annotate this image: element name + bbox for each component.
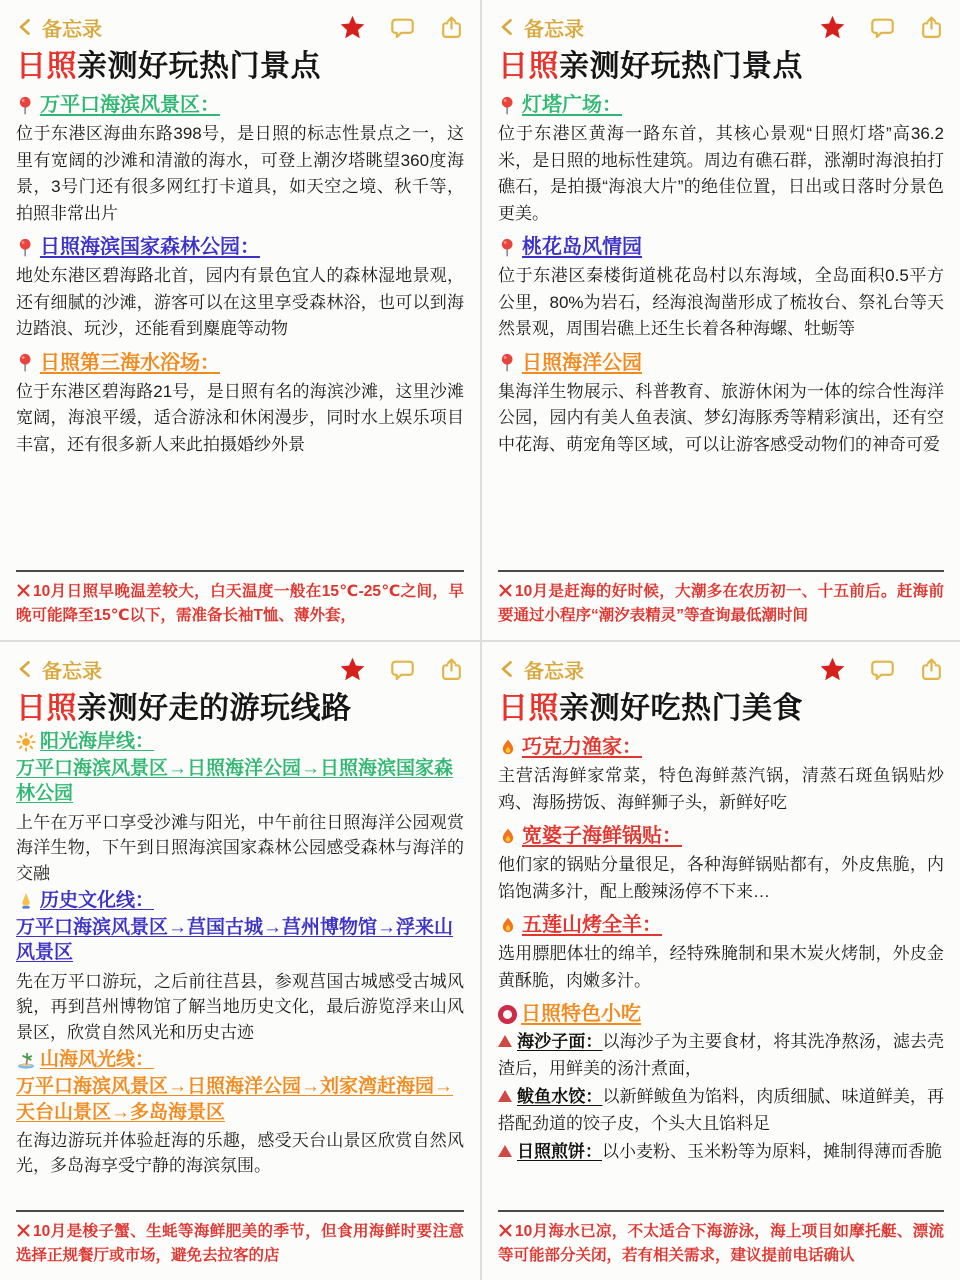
attraction-section bbox=[16, 93, 464, 227]
back-button[interactable] bbox=[498, 13, 584, 42]
pin-icon bbox=[16, 353, 36, 373]
section-body: 主营活海鲜家常菜，特色海鲜蒸汽锅，清蒸石斑鱼锅贴炒鸡、海肠捞饭、海鲜狮子头，新鲜好吃 bbox=[498, 766, 944, 812]
snack-text: 以新鲜鲅鱼为馅料，肉质细腻、味道鲜美，再搭配劲道的饺子皮，个头大且馅料足 bbox=[498, 1087, 945, 1133]
island-icon bbox=[16, 1050, 36, 1070]
section-body: 地处东港区碧海路北首，园内有景色宜人的森林湿地景观，还有细腻的沙滩，游客可以在这里享受森林浴，也可以到海边踏浪、玩沙，还能看到麋鹿等动物 bbox=[16, 266, 464, 339]
section-heading bbox=[498, 93, 944, 118]
snack-item bbox=[498, 1029, 944, 1082]
section-heading bbox=[498, 824, 944, 849]
section-body: 位于东港区碧海路21号，是日照有名的海滨沙滩，这里沙滩宽阔，海浪平缓，适合游泳和休闲漫步，同时水上娱乐项目丰富，还有很多新人来此拍摄婚纱外景 bbox=[16, 381, 464, 454]
divider bbox=[498, 1210, 944, 1212]
pin-icon bbox=[16, 238, 36, 258]
section-body: 位于东港区海曲东路398号，是日照的标志性景点之一，这里有宽阔的沙滩和清澈的海水，可登上潮汐塔眺望360度海景，3号门还有很多网红打卡道具，如天空之境、秋千等，拍照非常出片 bbox=[16, 124, 464, 223]
back-button[interactable] bbox=[16, 13, 102, 42]
note-panel-attractions-1 bbox=[0, 0, 480, 640]
restaurant-link[interactable]: 巧克力渔家： bbox=[522, 736, 642, 758]
attraction-link[interactable]: 日照第三海水浴场： bbox=[40, 351, 220, 374]
snack-text: 以小麦粉、玉米粉等为原料，摊制得薄而香脆 bbox=[602, 1142, 942, 1162]
triangle-icon bbox=[498, 1090, 512, 1102]
section-heading bbox=[16, 235, 464, 260]
snack-text: 以海沙子为主要食材，将其洗净熬汤，滤去壳渣后，用鲜美的汤汁煮面， bbox=[498, 1032, 945, 1078]
folded-hands-icon bbox=[16, 891, 36, 911]
fire-icon bbox=[498, 738, 518, 758]
section-heading bbox=[16, 730, 464, 754]
attraction-link[interactable]: 万平口海滨风景区： bbox=[40, 94, 220, 116]
attraction-link[interactable]: 桃花岛风情园 bbox=[522, 236, 642, 259]
route-section bbox=[16, 1048, 464, 1179]
warning-note bbox=[16, 570, 464, 628]
back-label: 备忘录 bbox=[42, 18, 102, 41]
share-icon[interactable] bbox=[439, 15, 464, 40]
warning-note bbox=[16, 1210, 464, 1268]
share-icon[interactable] bbox=[919, 15, 944, 40]
chevron-left-icon bbox=[16, 17, 36, 37]
restaurant-link[interactable]: 宽婆子海鲜锅贴： bbox=[522, 825, 682, 848]
section-body: 集海洋生物展示、科普教育、旅游休闲为一体的综合性海洋公园，园内有美人鱼表演、梦幻海豚秀等精彩演出，还有空中花海、萌宠角等区域，可以让游客感受动物们的神奇可爱 bbox=[498, 381, 944, 454]
page-title: 日照亲测好玩热门景点 bbox=[16, 50, 321, 83]
notes-nav-bar bbox=[16, 12, 464, 42]
pin-icon bbox=[16, 96, 36, 116]
attraction-section bbox=[16, 235, 464, 343]
divider bbox=[16, 1210, 464, 1212]
attraction-section bbox=[498, 351, 944, 459]
triangle-icon bbox=[498, 1145, 512, 1157]
snack-label: 鲅鱼水饺： bbox=[517, 1087, 603, 1107]
snacks-link[interactable]: 日照特色小吃 bbox=[521, 1003, 641, 1026]
route-section bbox=[16, 889, 464, 1045]
section-body: 位于东港区秦楼街道桃花岛村以东海域，全岛面积0.5平方公里，80%为岩石，经海浪淘凿形成了梳妆台、祭礼台等天然景观，周围岩礁上还生长着各种海螺、牡蛎等 bbox=[498, 266, 944, 339]
back-label: 备忘录 bbox=[524, 660, 584, 683]
warning-note bbox=[498, 1210, 944, 1268]
note-panel-attractions-2 bbox=[480, 0, 960, 640]
snack-item bbox=[498, 1139, 944, 1166]
route-name-link[interactable]: 山海风光线： bbox=[40, 1049, 155, 1071]
route-name-link[interactable]: 历史文化线： bbox=[40, 890, 155, 912]
attraction-section bbox=[498, 235, 944, 343]
restaurant-section bbox=[498, 735, 944, 816]
fire-icon bbox=[498, 916, 518, 936]
divider bbox=[16, 570, 464, 572]
speech-bubble-icon[interactable] bbox=[390, 15, 415, 40]
star-icon[interactable] bbox=[819, 656, 846, 683]
route-section bbox=[16, 730, 464, 886]
cross-icon bbox=[16, 1223, 31, 1238]
attraction-link[interactable]: 日照海洋公园 bbox=[522, 351, 642, 374]
notes-nav-bar bbox=[498, 12, 944, 42]
section-heading bbox=[16, 93, 464, 118]
section-heading bbox=[498, 235, 944, 260]
warning-text: 10月是赶海的好时候，大潮多在农历初一、十五前后。赶海前要通过小程序“潮汐表精灵”等查询最低潮时间 bbox=[498, 582, 944, 624]
page-title: 日照亲测好吃热门美食 bbox=[498, 692, 803, 725]
divider bbox=[498, 570, 944, 572]
back-button[interactable] bbox=[498, 655, 584, 684]
section-body: 先在万平口游玩，之后前往莒县，参观莒国古城感受古城风貌，再到莒州博物馆了解当地历史文化，最后游览浮来山风景区，欣赏自然风光和历史古迹 bbox=[16, 971, 464, 1042]
route-name-link[interactable]: 阳光海岸线： bbox=[40, 731, 155, 752]
back-label: 备忘录 bbox=[524, 18, 584, 41]
speech-bubble-icon[interactable] bbox=[870, 657, 895, 682]
attraction-link[interactable]: 灯塔广场： bbox=[522, 94, 622, 116]
warning-text: 10月海水已凉，不太适合下海游泳，海上项目如摩托艇、漂流等可能部分关闭，若有相关需求，建议提前电话确认 bbox=[498, 1222, 944, 1264]
cross-icon bbox=[16, 583, 31, 598]
note-panel-routes bbox=[0, 640, 480, 1280]
section-body: 在海边游玩并体验赶海的乐趣，感受天台山景区欣赏自然风光，多岛海享受宁静的海滨氛围。 bbox=[16, 1130, 464, 1176]
share-icon[interactable] bbox=[439, 657, 464, 682]
snacks-section bbox=[498, 1002, 944, 1166]
route-stops-link[interactable]: 万平口海滨风景区→莒国古城→莒州博物馆→浮来山风景区 bbox=[16, 916, 454, 964]
page-title: 日照亲测好走的游玩线路 bbox=[16, 692, 352, 725]
ring-icon bbox=[498, 1005, 517, 1024]
section-heading bbox=[498, 735, 944, 760]
attraction-section bbox=[16, 351, 464, 459]
section-body: 上午在万平口享受沙滩与阳光，中午前往日照海洋公园观赏海洋生物，下午到日照海滨国家森林公园感受森林与海洋的交融 bbox=[16, 812, 464, 883]
triangle-icon bbox=[498, 1035, 512, 1047]
back-label: 备忘录 bbox=[42, 660, 102, 683]
warning-text: 10月是梭子蟹、生蚝等海鲜肥美的季节，但食用海鲜时要注意选择正规餐厅或市场，避免去拉客的店 bbox=[16, 1222, 464, 1264]
section-heading bbox=[498, 1002, 944, 1027]
route-stops-link[interactable]: 万平口海滨风景区→日照海洋公园→日照海滨国家森林公园 bbox=[16, 757, 454, 805]
speech-bubble-icon[interactable] bbox=[390, 657, 415, 682]
section-body: 位于东港区黄海一路东首，其核心景观“日照灯塔”高36.2米，是日照的地标性建筑。周边有礁石群，涨潮时海浪拍打礁石，是拍摄“海浪大片”的绝佳位置，日出或日落时分景色更美。 bbox=[498, 124, 944, 223]
star-icon[interactable] bbox=[339, 14, 366, 41]
snack-item bbox=[498, 1084, 944, 1137]
section-body: 选用膘肥体壮的绵羊，经特殊腌制和果木炭火烤制，外皮金黄酥脆，肉嫩多汁。 bbox=[498, 944, 944, 990]
section-heading bbox=[498, 913, 944, 938]
snack-label: 日照煎饼： bbox=[517, 1142, 602, 1162]
section-body: 他们家的锅贴分量很足，各种海鲜锅贴都有，外皮焦脆，内馅饱满多汁，配上酸辣汤停不下来… bbox=[498, 855, 944, 901]
attraction-section bbox=[498, 93, 944, 227]
section-heading bbox=[16, 889, 464, 913]
fire-icon bbox=[498, 827, 518, 847]
share-icon[interactable] bbox=[919, 657, 944, 682]
star-icon[interactable] bbox=[819, 14, 846, 41]
cross-icon bbox=[498, 1223, 513, 1238]
section-heading bbox=[498, 351, 944, 376]
chevron-left-icon bbox=[498, 659, 518, 679]
snack-label: 海沙子面： bbox=[517, 1032, 603, 1052]
route-stops-link[interactable]: 万平口海滨风景区→日照海洋公园→刘家湾赶海园→天台山景区→多岛海景区 bbox=[16, 1076, 454, 1123]
restaurant-section bbox=[498, 913, 944, 994]
speech-bubble-icon[interactable] bbox=[870, 15, 895, 40]
section-heading bbox=[16, 351, 464, 376]
cross-icon bbox=[498, 583, 513, 598]
sun-icon bbox=[16, 732, 36, 752]
chevron-left-icon bbox=[16, 659, 36, 679]
restaurant-section bbox=[498, 824, 944, 905]
page-title: 日照亲测好玩热门景点 bbox=[498, 50, 803, 83]
pin-icon bbox=[498, 96, 518, 116]
pin-icon bbox=[498, 238, 518, 258]
star-icon[interactable] bbox=[339, 656, 366, 683]
notes-nav-bar bbox=[16, 654, 464, 684]
restaurant-link[interactable]: 五莲山烤全羊： bbox=[522, 914, 662, 937]
warning-text: 10月日照早晚温差较大，白天温度一般在15℃-25℃之间，早晚可能降至15℃以下，需准备长袖T恤、薄外套， bbox=[16, 582, 464, 624]
back-button[interactable] bbox=[16, 655, 102, 684]
section-heading bbox=[16, 1048, 464, 1072]
warning-note bbox=[498, 570, 944, 628]
note-panel-food bbox=[480, 640, 960, 1280]
notes-nav-bar bbox=[498, 654, 944, 684]
chevron-left-icon bbox=[498, 17, 518, 37]
attraction-link[interactable]: 日照海滨国家森林公园： bbox=[40, 236, 260, 259]
pin-icon bbox=[498, 353, 518, 373]
